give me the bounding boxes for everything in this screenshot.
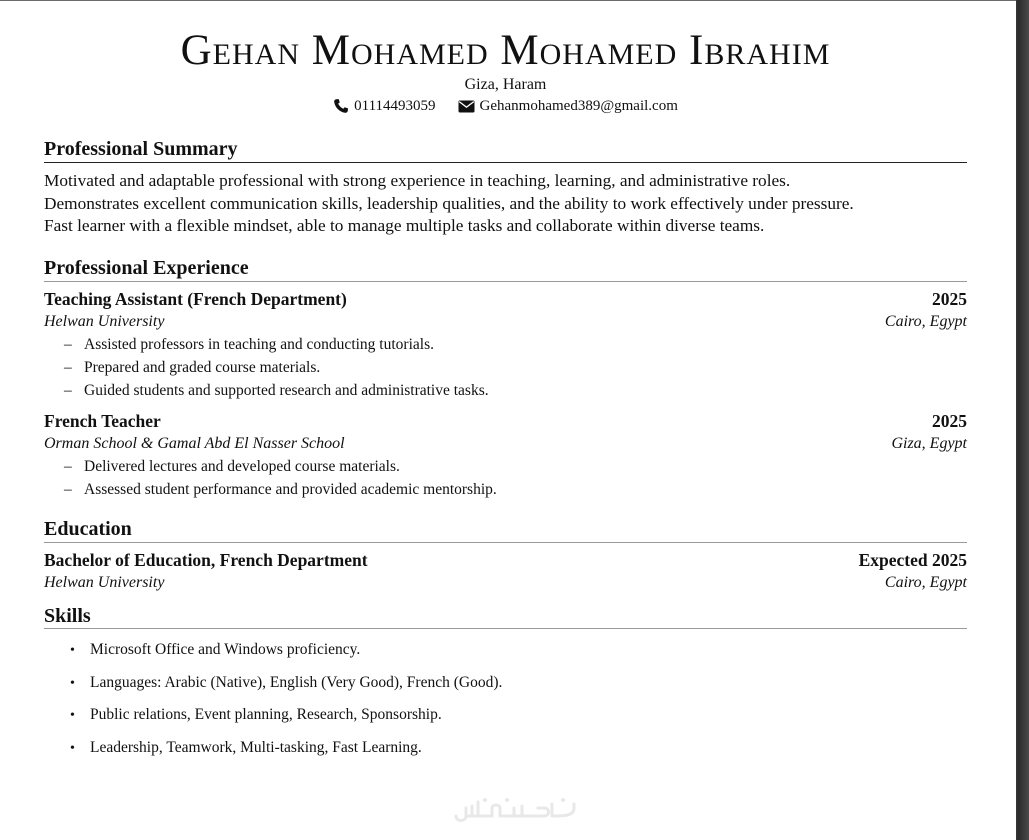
window-top-border	[0, 0, 1029, 1]
job-header	[44, 411, 967, 431]
envelope-icon	[458, 100, 475, 113]
skills-rule	[44, 628, 967, 629]
job-location: Giza, Egypt	[891, 435, 967, 452]
summary-text	[44, 170, 967, 238]
list-item: – Delivered lectures and developed course materials.	[64, 458, 400, 475]
candidate-name: Gehan Mohamed Mohamed Ibrahim	[180, 27, 831, 74]
list-item: – Prepared and graded course materials.	[64, 359, 321, 376]
degree-title: Bachelor of Education, French Department	[44, 550, 368, 570]
degree-date: Expected 2025	[858, 550, 967, 570]
summary-line: Fast learner with a flexible mindset, able to manage multiple tasks and collaborate within diverse teams.	[44, 216, 765, 235]
job-location: Cairo, Egypt	[884, 313, 967, 330]
phone-contact[interactable]	[333, 97, 435, 115]
job-organization: Helwan University	[44, 313, 165, 330]
email-address: Gehanmohamed389@gmail.com	[479, 98, 678, 114]
list-item: • Public relations, Event planning, Research, Sponsorship.	[70, 706, 442, 723]
list-item: • Microsoft Office and Windows proficiency.	[70, 641, 361, 658]
email-contact[interactable]	[458, 97, 678, 115]
education-rule	[44, 542, 967, 543]
education-heading: Education	[44, 518, 132, 540]
experience-heading: Professional Experience	[44, 257, 249, 279]
job-duties	[64, 333, 489, 402]
skills-list	[70, 634, 502, 764]
job-org-row	[44, 435, 967, 453]
contact-line	[44, 97, 967, 115]
summary-line: Motivated and adaptable professional with strong experience in teaching, learning, and administrative roles.	[44, 171, 791, 190]
job-organization: Orman School & Gamal Abd El Nasser School	[44, 435, 345, 452]
summary-heading: Professional Summary	[44, 138, 238, 160]
job-date: 2025	[932, 289, 967, 309]
job-header	[44, 289, 967, 309]
list-item: – Guided students and supported research and administrative tasks.	[64, 382, 489, 399]
phone-icon	[333, 98, 349, 114]
skills-heading: Skills	[44, 605, 91, 627]
job-title: Teaching Assistant (French Department)	[44, 289, 347, 309]
education-institution: Helwan University	[44, 574, 165, 591]
list-item: – Assisted professors in teaching and conducting tutorials.	[64, 336, 434, 353]
summary-rule	[44, 162, 967, 163]
candidate-location: Giza, Haram	[464, 76, 547, 93]
viewer-scrollbar-edge[interactable]	[1016, 0, 1029, 840]
experience-rule	[44, 281, 967, 282]
education-header	[44, 550, 967, 570]
list-item: • Languages: Arabic (Native), English (Very Good), French (Good).	[70, 673, 503, 691]
phone-number: 01114493059	[354, 98, 436, 114]
khamsat-watermark-logo	[452, 794, 578, 826]
job-title: French Teacher	[44, 411, 161, 431]
job-date: 2025	[932, 411, 967, 431]
education-org-row	[44, 574, 967, 592]
summary-line: Demonstrates excellent communication skills, leadership qualities, and the ability to work effectively under pressure.	[44, 193, 854, 213]
list-item: • Leadership, Teamwork, Multi-tasking, Fast Learning.	[70, 738, 422, 756]
list-item: – Assessed student performance and provided academic mentorship.	[64, 481, 497, 498]
education-location: Cairo, Egypt	[884, 574, 967, 591]
job-org-row	[44, 313, 967, 331]
job-duties	[64, 455, 497, 501]
